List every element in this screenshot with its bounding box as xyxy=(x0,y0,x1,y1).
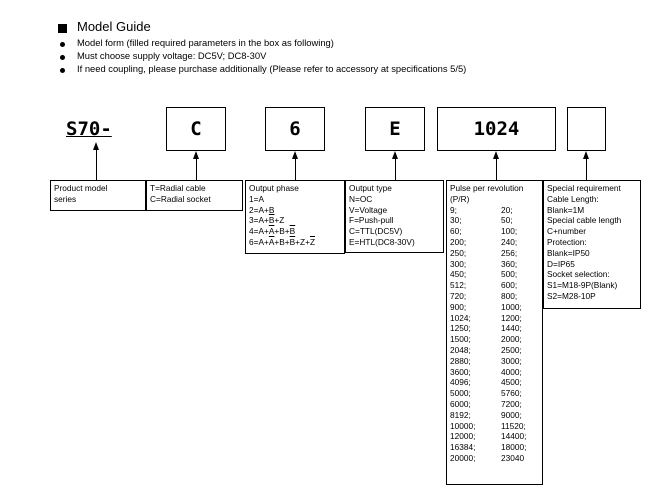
phase-desc-box xyxy=(245,180,345,254)
pulse-value: 100; xyxy=(501,226,518,237)
pulse-value: 20; xyxy=(501,204,513,215)
desc-line xyxy=(249,215,341,226)
desc-line: Special requirement xyxy=(547,183,621,193)
pulse-value: 450; xyxy=(450,269,467,280)
pulse-value: 500; xyxy=(501,269,518,280)
section-square-icon xyxy=(58,24,67,33)
desc-line: V=Voltage xyxy=(349,204,388,215)
pulse-value: 300; xyxy=(450,258,467,269)
bullet-icon xyxy=(60,68,65,73)
desc-line: Output type xyxy=(349,183,392,193)
pulse-value: 10000; xyxy=(450,420,476,431)
desc-fragment: 6=A+ xyxy=(249,236,269,247)
desc-fragment: +B+ xyxy=(274,226,290,237)
output-code-box: E xyxy=(365,107,425,151)
desc-line: C+number xyxy=(547,226,586,237)
pulse-value: 3600; xyxy=(450,366,471,377)
desc-fragment: $\overline{B}$ xyxy=(289,226,296,237)
desc-fragment: +Z+ xyxy=(295,236,310,247)
pulse-value: 6000; xyxy=(450,398,471,409)
desc-fragment: +Z xyxy=(274,215,285,226)
pulse-value: 7200; xyxy=(501,398,522,409)
desc-line: (P/R) xyxy=(450,193,470,204)
desc-line: Cable Length: xyxy=(547,193,599,204)
pulse-value: 360; xyxy=(501,258,518,269)
special-desc-box xyxy=(543,180,641,309)
desc-line: Output phase xyxy=(249,183,299,193)
cable-code-box: C xyxy=(166,107,226,151)
pulse-value-grid xyxy=(450,205,539,464)
pulse-value: 1440; xyxy=(501,323,522,334)
arrow-line xyxy=(96,150,97,180)
arrow-head-icon xyxy=(193,151,199,159)
pulse-value: 800; xyxy=(501,290,518,301)
desc-line: N=OC xyxy=(349,193,373,204)
pulse-value: 12000; xyxy=(450,431,476,442)
pulse-value: 4500; xyxy=(501,377,522,388)
section-title: Model Guide xyxy=(77,19,151,34)
desc-line: S1=M18-9P(Blank) xyxy=(547,280,618,291)
pulse-value: 1200; xyxy=(501,312,522,323)
pulse-value: 23040 xyxy=(501,452,525,463)
cable-desc-box xyxy=(146,180,243,211)
desc-line: Blank=IP50 xyxy=(547,247,590,258)
desc-fragment: $\overline{A}$ xyxy=(268,226,275,237)
arrow-head-icon xyxy=(93,142,99,150)
series-code: S70- xyxy=(66,118,112,140)
bullet-icon xyxy=(60,55,65,60)
pulse-value: 720; xyxy=(450,290,467,301)
desc-line: series xyxy=(54,193,77,204)
arrow-line xyxy=(196,158,197,180)
arrow-head-icon xyxy=(292,151,298,159)
pulse-value: 2880; xyxy=(450,355,471,366)
pulse-value: 1500; xyxy=(450,334,471,345)
desc-fragment: 3=A+ xyxy=(249,215,269,226)
desc-line: D=IP65 xyxy=(547,258,575,269)
pulse-value: 4000; xyxy=(501,366,522,377)
pulse-value: 240; xyxy=(501,236,518,247)
desc-line: 1=A xyxy=(249,193,264,204)
pulse-value: 60; xyxy=(450,226,462,237)
pulse-value: 9; xyxy=(450,204,457,215)
pulse-value: 8192; xyxy=(450,409,471,420)
pulse-value: 1000; xyxy=(501,301,522,312)
output-desc-box xyxy=(345,180,444,253)
pulse-value: 5760; xyxy=(501,388,522,399)
arrow-line xyxy=(395,158,396,180)
desc-line: Blank=1M xyxy=(547,204,585,215)
pulse-desc-box xyxy=(446,180,543,485)
pulse-value: 16384; xyxy=(450,442,476,453)
arrow-head-icon xyxy=(392,151,398,159)
desc-line: 2=A+B xyxy=(249,204,275,215)
pulse-value: 256; xyxy=(501,247,518,258)
pulse-value: 250; xyxy=(450,247,467,258)
pulse-code-box: 1024 xyxy=(437,107,556,151)
pulse-value: 20000; xyxy=(450,452,476,463)
pulse-value: 30; xyxy=(450,215,462,226)
pulse-value: 2500; xyxy=(501,344,522,355)
special-code-box xyxy=(567,107,606,151)
pulse-value: 512; xyxy=(450,280,467,291)
pulse-value: 9000; xyxy=(501,409,522,420)
pulse-value: 50; xyxy=(501,215,513,226)
arrow-line xyxy=(496,158,497,180)
desc-fragment: 4=A+ xyxy=(249,226,269,237)
phase-code-box: 6 xyxy=(265,107,325,151)
desc-line: C=Radial socket xyxy=(150,193,211,204)
pulse-value: 1250; xyxy=(450,323,471,334)
arrow-line xyxy=(586,158,587,180)
bullet-icon xyxy=(60,42,65,47)
desc-line: E=HTL(DC8-30V) xyxy=(349,236,415,247)
pulse-value: 900; xyxy=(450,301,467,312)
desc-fragment: $\overline{B}$ xyxy=(268,215,275,226)
desc-line xyxy=(249,237,341,248)
desc-fragment: $\overline{Z}$ xyxy=(309,236,316,247)
pulse-value: 2048; xyxy=(450,344,471,355)
desc-fragment: $\overline{B}$ xyxy=(289,236,296,247)
pulse-value: 4096; xyxy=(450,377,471,388)
pulse-value: 200; xyxy=(450,236,467,247)
desc-line: Pulse per revolution xyxy=(450,183,524,193)
desc-line: C=TTL(DC5V) xyxy=(349,226,403,237)
pulse-value: 600; xyxy=(501,280,518,291)
desc-line xyxy=(249,226,341,237)
arrow-head-icon xyxy=(583,151,589,159)
bullet-text: Model form (filled required parameters in the box as following) xyxy=(77,37,334,48)
desc-fragment: $\overline{A}$ xyxy=(268,236,275,247)
arrow-head-icon xyxy=(493,151,499,159)
series-desc-box xyxy=(50,180,146,211)
pulse-value: 1024; xyxy=(450,312,471,323)
desc-line: F=Push-pull xyxy=(349,215,394,226)
desc-line: T=Radial cable xyxy=(150,183,206,193)
bullet-text: If need coupling, please purchase additionally (Please refer to accessory at specifications 5/5) xyxy=(77,63,467,74)
desc-line: Protection: xyxy=(547,236,587,247)
pulse-value: 5000; xyxy=(450,388,471,399)
desc-line: Special cable length xyxy=(547,215,622,226)
pulse-value: 11520; xyxy=(501,420,526,431)
desc-line: S2=M28-10P xyxy=(547,290,596,301)
pulse-value: 3000; xyxy=(501,355,522,366)
desc-fragment: +B+ xyxy=(274,236,290,247)
pulse-value: 2000; xyxy=(501,334,522,345)
pulse-value: 18000; xyxy=(501,442,527,453)
desc-line: Product model xyxy=(54,183,108,193)
desc-line: Socket selection: xyxy=(547,269,610,280)
bullet-text: Must choose supply voltage: DC5V; DC8-30V xyxy=(77,50,267,61)
arrow-line xyxy=(295,158,296,180)
pulse-value: 14400; xyxy=(501,431,527,442)
